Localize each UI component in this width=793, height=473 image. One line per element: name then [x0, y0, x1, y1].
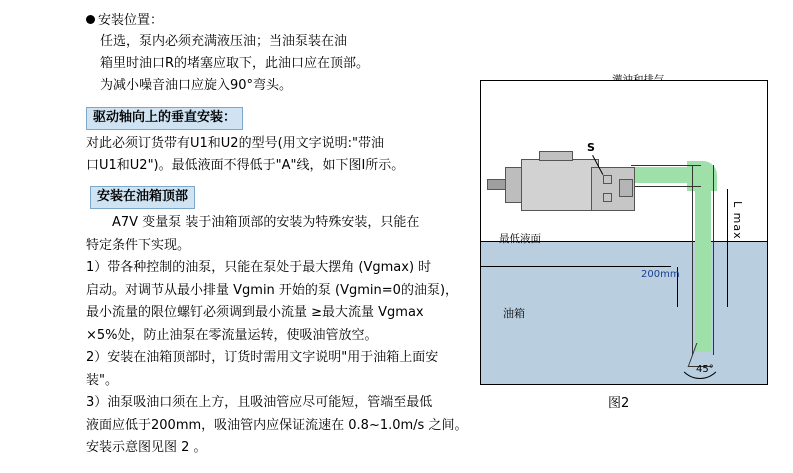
install-location-line-3: 为减小噪音油口应旋入90°弯头。 — [100, 78, 293, 93]
figure-2 — [468, 62, 786, 442]
tank-top-line-4: 启动。对调节从最小排量 Vgmin 开始的泵 (Vgmin=0的油泵)， — [86, 282, 459, 298]
install-location-title: 安装位置： — [98, 13, 164, 28]
tank-top-line-6: ×5%处，防止油泵在零流量运转，使吸油管放空。 — [86, 327, 378, 343]
install-location-line-2: 箱里时油口R的堵塞应取下，此油口应在顶部。 — [100, 56, 370, 71]
label-tank: 油箱 — [503, 307, 525, 320]
pipe-outline-vertical — [692, 165, 714, 355]
pump-port-square-upper — [603, 175, 612, 184]
pump-port-square-lower — [603, 193, 612, 202]
label-min-level: 最低液面 — [499, 233, 541, 245]
tank-top-line-1: A7V 变量泵 装于油箱顶部的安装为特殊安装，只能在 — [112, 215, 420, 230]
label-angle-45: 45° — [696, 364, 714, 375]
tank-top-line-11: 安装示意图见图 2 。 — [86, 440, 207, 455]
pump-outlet-port — [619, 179, 633, 197]
figure-caption: 图2 — [608, 396, 630, 411]
tank-top-line-10: 液面应低于200mm，吸油管内应保证流速在 0.8~1.0m/s 之间。 — [86, 417, 468, 433]
pump-shaft — [487, 179, 507, 190]
label-s-mark: S — [587, 141, 595, 154]
bullet-heading — [86, 10, 486, 31]
tank-top-line-5: 最小流量的限位螺钉必须调到最小流量 ≥最大流量 Vgmax — [86, 305, 424, 320]
vertical-mount-line-2: 口U1和U2")。最低液面不得低于"A"线，如下图I所示。 — [86, 158, 405, 173]
dimension-line-lmax — [727, 189, 728, 307]
tank-top-line-3: 1）带各种控制的油泵，只能在泵处于最大摆角 (Vgmax) 时 — [86, 260, 432, 275]
tank-top-line-7: 2）安装在油箱顶部时，订货时需用文字说明"用于油箱上面安 — [86, 350, 439, 365]
section-vertical-mount-title: 驱动轴向上的垂直安装： — [86, 107, 243, 130]
pipe-outline-horizontal — [631, 165, 701, 187]
tank-top-line-9: 3）油泵吸油口须在上方，且吸油管应尽可能短，管端至最低 — [86, 395, 433, 410]
figure-frame — [480, 80, 768, 385]
label-lmax: L max — [731, 201, 744, 240]
section-vertical-mount — [86, 106, 243, 130]
section-tank-top-body — [86, 212, 496, 460]
label-200mm: 200mm — [641, 269, 680, 280]
section-vertical-mount-body — [86, 133, 486, 177]
oil-surface-line — [481, 266, 671, 267]
install-location-block — [86, 10, 486, 97]
install-location-line-1: 任选，泵内必须充满液压油；当油泵装在油 — [100, 34, 348, 49]
tank-top-line-2: 特定条件下实现。 — [86, 237, 191, 253]
pump-top-cover — [539, 151, 573, 161]
section-tank-top-mount — [90, 185, 195, 209]
section-tank-top-title: 安装在油箱顶部 — [90, 186, 195, 209]
vertical-mount-line-1: 对此必须订货带有U1和U2的型号(用文字说明:"带油 — [86, 136, 385, 151]
tank-top-line-8: 装"。 — [86, 372, 118, 388]
bullet-dot-icon — [86, 15, 95, 24]
pump-body — [521, 159, 599, 211]
